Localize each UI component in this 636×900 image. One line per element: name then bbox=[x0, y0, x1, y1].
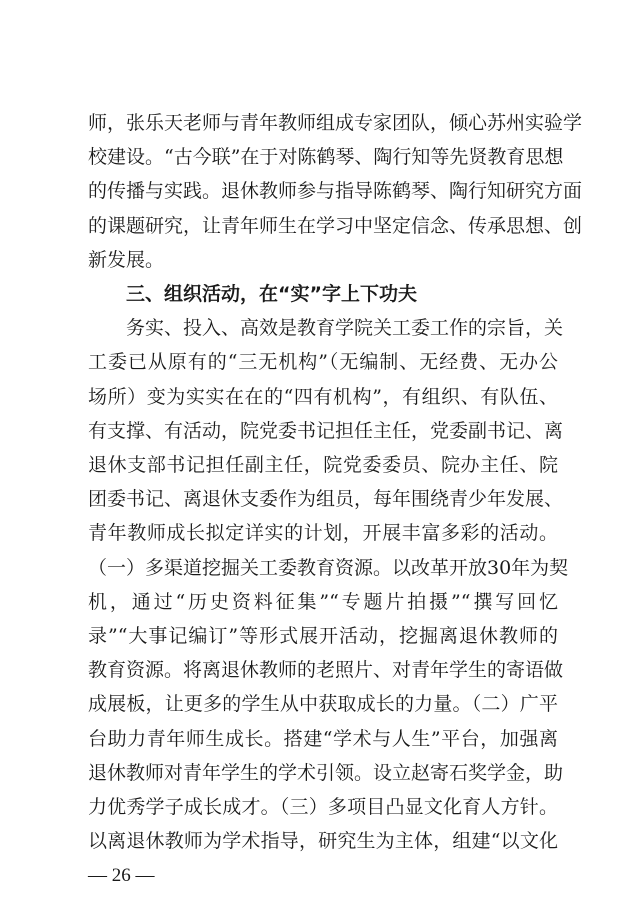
paragraph2-line-11: 教育资源。将离退休教师的老照片、对青年学生的寄语做 bbox=[88, 659, 564, 682]
paragraph1-line-4: 的课题研究，让青年师生在学习中坚定信念、传承思想、创 bbox=[88, 214, 583, 237]
section-heading: 三、组织活动，在“实”字上下功夫 bbox=[126, 283, 417, 305]
paragraph2-line-8: （一）多渠道挖掘关工委教育资源。以改革开放30年为契 bbox=[88, 556, 569, 579]
paragraph2-line-2: 工委已从原有的“三无机构”（无编制、无经费、无办公 bbox=[88, 351, 558, 374]
paragraph2-line-10: 录”“大事记编订”等形式展开活动，挖掘离退休教师的 bbox=[88, 625, 558, 647]
paragraph2-line-3: 场所）变为实实在在的“四有机构”，有组织、有队伍、 bbox=[88, 385, 558, 408]
paragraph1-line-3: 的传播与实践。退休教师参与指导陈鹤琴、陶行知研究方面 bbox=[88, 180, 583, 203]
paragraph1-line-2: 校建设。“古今联”在于对陈鹤琴、陶行知等先贤教育思想 bbox=[88, 146, 564, 169]
paragraph2-line-9: 机，通过“历史资料征集”“专题片拍摄”“撰写回忆 bbox=[88, 590, 558, 613]
paragraph2-line-14: 退休教师对青年学生的学术引领。设立赵寄石奖学金，助 bbox=[88, 761, 564, 784]
paragraph2-line-1: 务实、投入、高效是教育学院关工委工作的宗旨，关 bbox=[126, 317, 564, 340]
paragraph1-line-1: 师，张乐天老师与青年教师组成专家团队，倾心苏州实验学 bbox=[88, 112, 583, 134]
paragraph1-line-5: 新发展。 bbox=[88, 248, 165, 271]
paragraph2-line-7: 青年教师成长拟定详实的计划，开展丰富多彩的活动。 bbox=[88, 522, 558, 545]
paragraph2-line-5: 退休支部书记担任副主任，院党委委员、院办主任、院 bbox=[88, 454, 558, 476]
paragraph2-line-12: 成展板，让更多的学生从中获取成长的力量。（二）广平 bbox=[88, 693, 558, 716]
page-number: — 26 — bbox=[88, 865, 155, 887]
paragraph2-line-4: 有支撑、有活动，院党委书记担任主任，党委副书记、离 bbox=[88, 419, 564, 442]
paragraph2-line-6: 团委书记、离退休支委作为组员，每年围绕青少年发展、 bbox=[88, 488, 564, 511]
paragraph2-line-13: 台助力青年师生成长。搭建“学术与人生”平台，加强离 bbox=[88, 727, 558, 750]
paragraph2-line-16: 以离退休教师为学术指导，研究生为主体，组建“以文化 bbox=[88, 830, 558, 853]
paragraph2-line-15: 力优秀学子成长成才。（三）多项目凸显文化育人方针。 bbox=[88, 796, 558, 818]
